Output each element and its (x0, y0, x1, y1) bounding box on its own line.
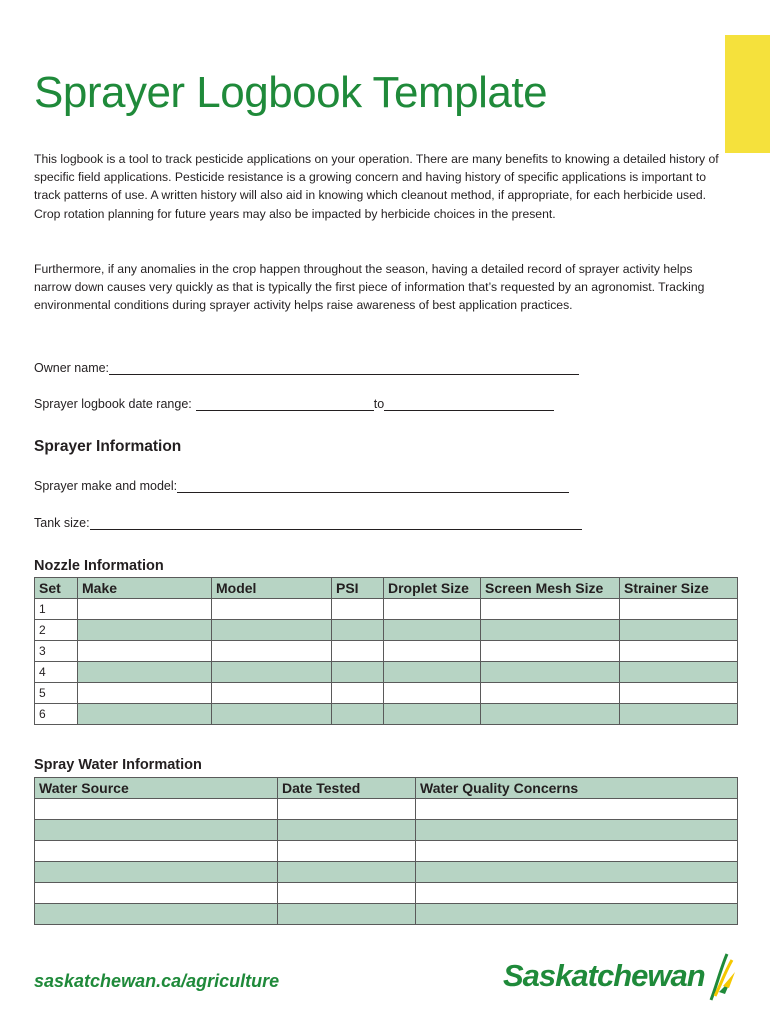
table-cell[interactable] (35, 883, 278, 904)
table-cell[interactable] (35, 799, 278, 820)
logo-wordmark: Saskatchewan (503, 958, 705, 993)
water-header-row (35, 778, 738, 799)
table-cell[interactable] (35, 820, 278, 841)
table-cell[interactable] (481, 599, 620, 620)
table-row (35, 841, 738, 862)
nozzle-set-number: 5 (35, 683, 78, 704)
table-row (35, 704, 738, 725)
table-cell[interactable] (78, 683, 212, 704)
owner-name-row (34, 360, 579, 375)
table-cell[interactable] (332, 599, 384, 620)
table-cell[interactable] (332, 704, 384, 725)
footer-url[interactable]: saskatchewan.ca/agriculture (34, 971, 280, 991)
table-cell[interactable] (332, 683, 384, 704)
table-row (35, 820, 738, 841)
table-cell[interactable] (416, 904, 738, 925)
table-cell[interactable] (212, 704, 332, 725)
table-row (35, 799, 738, 820)
nozzle-col-screen-mesh-size: Screen Mesh Size (481, 578, 620, 599)
nozzle-col-set: Set (35, 578, 78, 599)
table-cell[interactable] (481, 704, 620, 725)
table-cell[interactable] (416, 841, 738, 862)
table-row (35, 599, 738, 620)
table-cell[interactable] (384, 662, 481, 683)
wheat-icon (705, 950, 737, 1002)
table-cell[interactable] (278, 904, 416, 925)
sprayer-make-model-row (34, 478, 569, 493)
table-cell[interactable] (212, 620, 332, 641)
nozzle-col-make: Make (78, 578, 212, 599)
table-cell[interactable] (35, 904, 278, 925)
table-cell[interactable] (78, 704, 212, 725)
nozzle-set-number: 1 (35, 599, 78, 620)
date-range-to-label: to (373, 397, 385, 411)
table-row (35, 883, 738, 904)
table-cell[interactable] (212, 662, 332, 683)
table-cell[interactable] (620, 620, 738, 641)
spray-water-info-heading: Spray Water Information (34, 757, 202, 773)
tank-size-label: Tank size: (34, 516, 90, 530)
table-cell[interactable] (481, 620, 620, 641)
table-cell[interactable] (212, 599, 332, 620)
table-row (35, 904, 738, 925)
table-row (35, 620, 738, 641)
owner-name-label: Owner name: (34, 361, 110, 375)
table-cell[interactable] (384, 683, 481, 704)
intro-paragraph-1: This logbook is a tool to track pesticide applications on your operation. There are many benefits to knowing a detailed history of specific field applications. Pesticide resistance is a growing concern and having history of specific applications is important to track patterns of use. A written history will also aid in knowing which cleanout method, if appropriate, for each herbicide used. Crop rotation planning for future years may also be impacted by herbicide choices in the present. (34, 152, 719, 221)
nozzle-set-number: 2 (35, 620, 78, 641)
nozzle-header-row (35, 578, 738, 599)
nozzle-col-model: Model (212, 578, 332, 599)
table-cell[interactable] (620, 641, 738, 662)
table-row (35, 862, 738, 883)
water-col-date-tested: Date Tested (278, 778, 416, 799)
table-cell[interactable] (620, 704, 738, 725)
table-row (35, 683, 738, 704)
table-cell[interactable] (78, 599, 212, 620)
water-col-quality-concerns: Water Quality Concerns (416, 778, 738, 799)
date-range-row (34, 396, 554, 411)
nozzle-info-heading: Nozzle Information (34, 558, 164, 574)
nozzle-table (34, 577, 738, 725)
date-range-end-field[interactable] (384, 396, 554, 411)
table-cell[interactable] (416, 862, 738, 883)
tank-size-row (34, 515, 582, 530)
sprayer-make-model-label: Sprayer make and model: (34, 479, 178, 493)
table-cell[interactable] (278, 862, 416, 883)
nozzle-set-number: 4 (35, 662, 78, 683)
table-cell[interactable] (78, 662, 212, 683)
table-cell[interactable] (212, 683, 332, 704)
table-cell[interactable] (384, 599, 481, 620)
table-cell[interactable] (278, 820, 416, 841)
table-cell[interactable] (78, 641, 212, 662)
nozzle-col-psi: PSI (332, 578, 384, 599)
table-cell[interactable] (212, 641, 332, 662)
saskatchewan-logo (503, 950, 737, 1002)
tank-size-field[interactable] (90, 515, 582, 530)
table-row (35, 662, 738, 683)
table-cell[interactable] (620, 599, 738, 620)
table-cell[interactable] (35, 862, 278, 883)
sprayer-info-heading: Sprayer Information (34, 438, 182, 455)
table-cell[interactable] (481, 683, 620, 704)
nozzle-set-number: 3 (35, 641, 78, 662)
table-cell[interactable] (384, 704, 481, 725)
table-cell[interactable] (620, 662, 738, 683)
date-range-label: Sprayer logbook date range: (34, 397, 192, 411)
table-cell[interactable] (278, 841, 416, 862)
yellow-corner-tab (725, 35, 770, 153)
table-cell[interactable] (384, 641, 481, 662)
table-cell[interactable] (332, 620, 384, 641)
table-cell[interactable] (278, 883, 416, 904)
nozzle-set-number: 6 (35, 704, 78, 725)
sprayer-make-model-field[interactable] (177, 478, 569, 493)
page-title: Sprayer Logbook Template (34, 68, 548, 117)
intro-paragraph-2: Furthermore, if any anomalies in the crop happen throughout the season, having a detailed record of sprayer activity helps narrow down causes very quickly as that is typically the first piece of information that’s requested by an agronomist. Tracking environmental conditions during sprayer activity helps raise awareness of best application practices. (34, 262, 705, 313)
nozzle-col-strainer-size: Strainer Size (620, 578, 738, 599)
table-cell[interactable] (416, 799, 738, 820)
table-cell[interactable] (78, 620, 212, 641)
nozzle-col-droplet-size: Droplet Size (384, 578, 481, 599)
table-cell[interactable] (35, 841, 278, 862)
table-cell[interactable] (481, 662, 620, 683)
table-cell[interactable] (278, 799, 416, 820)
table-cell[interactable] (620, 683, 738, 704)
spray-water-table (34, 777, 738, 925)
table-cell[interactable] (332, 641, 384, 662)
table-cell[interactable] (332, 662, 384, 683)
table-cell[interactable] (481, 641, 620, 662)
table-cell[interactable] (416, 883, 738, 904)
table-row (35, 641, 738, 662)
date-range-start-field[interactable] (196, 396, 374, 411)
table-cell[interactable] (416, 820, 738, 841)
owner-name-field[interactable] (109, 360, 579, 375)
table-cell[interactable] (384, 620, 481, 641)
water-col-source: Water Source (35, 778, 278, 799)
